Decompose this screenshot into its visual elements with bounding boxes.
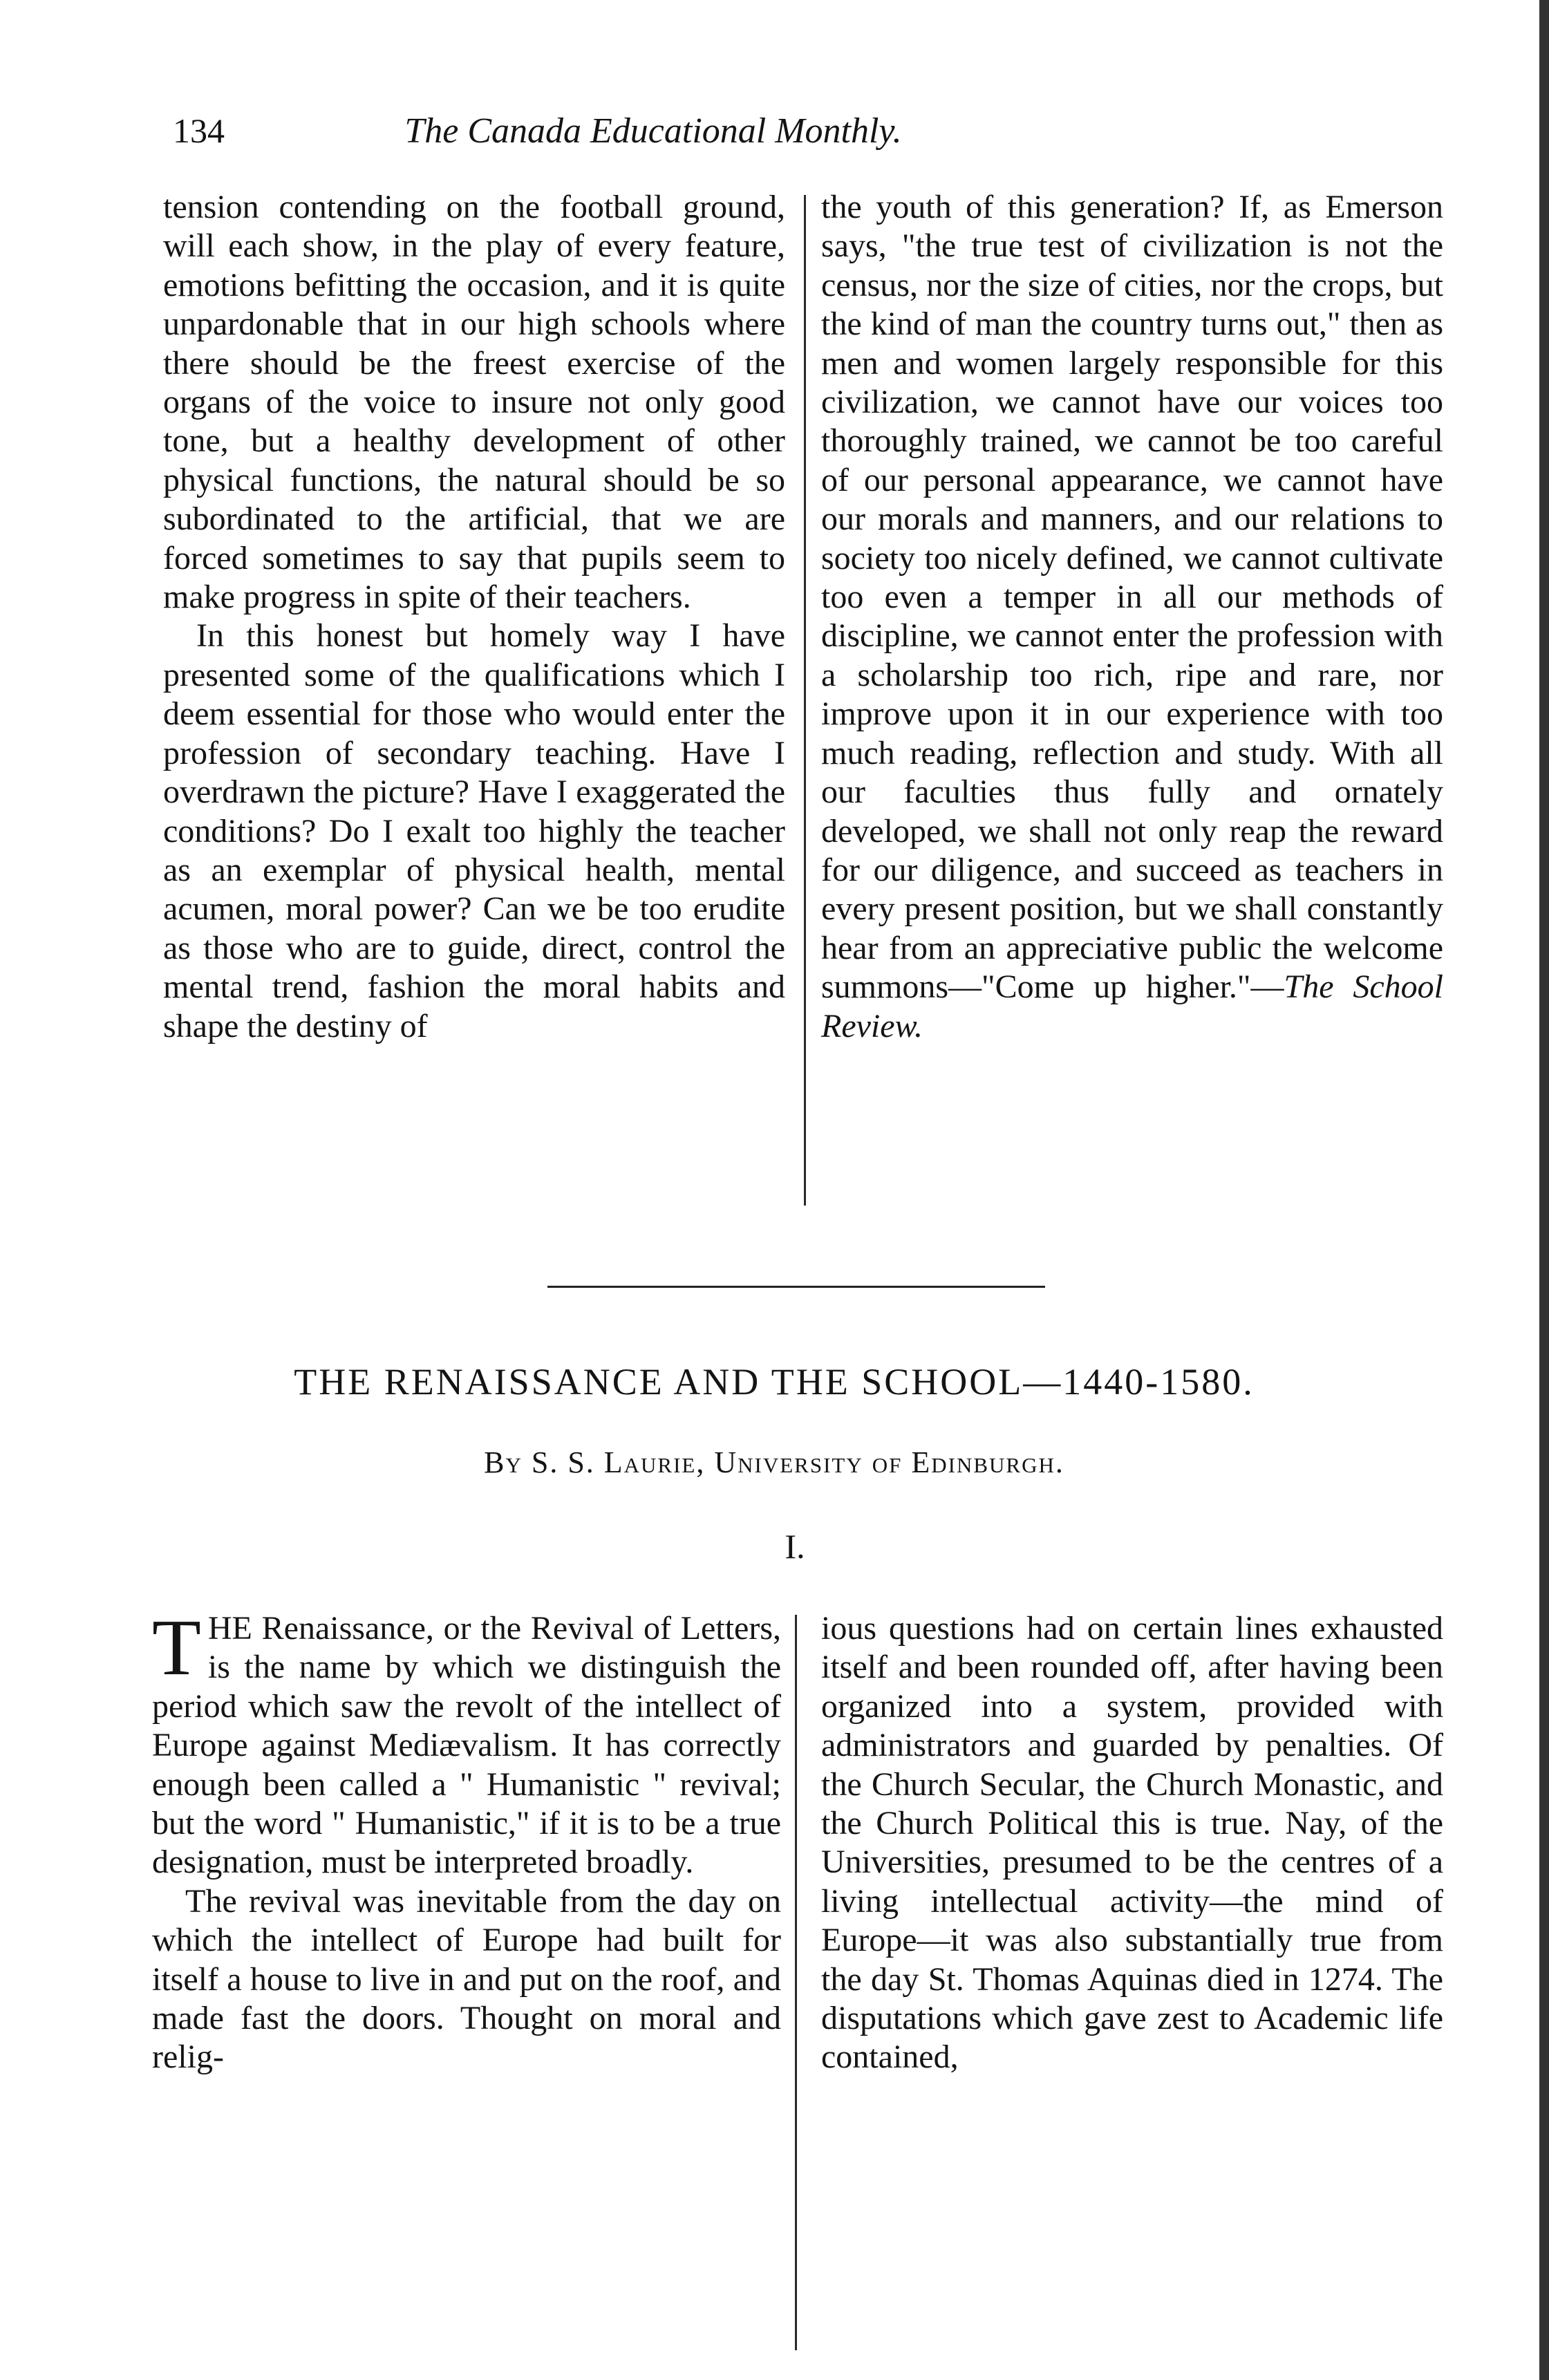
article-byline: By S. S. Laurie, University of Edinburgh. bbox=[484, 1445, 1064, 1479]
continuation-paragraph-3 bbox=[821, 188, 1443, 1046]
section-number: I. bbox=[785, 1527, 805, 1566]
continuation-paragraph-2: In this honest but homely way I have presented some of the qualifications which I deem essential for those who would enter the profession of secondary teaching. Have I overdrawn the picture? Have I exaggerated the conditions? Do I exalt too highly the teacher as an exemplar of physical health, mental acumen, moral power? Can we be too erudite as those who are to guide, direct, control the mental trend, fashion the moral habits and shape the destiny of bbox=[163, 617, 785, 1044]
continuation-right-text: the youth of this generation? If, as Emerson says, "the true test of civilization is not the census, nor the size of cities, nor the crops, but the kind of man the country turns out," then as men and women largely responsible for this civilization, we cannot have our voices too thoroughly trained, we cannot be too careful of our personal appearance, we cannot have our morals and manners, and our relations to society too nicely defined, we cannot cultivate too even a temper in all our methods of discipline, we cannot enter the profession with a scholarship too rich, ripe and rare, nor improve upon it in our experience with too much reading, reflection and study. With all our faculties thus fully and ornately developed, we shall not only reap the reward for our diligence, and succeed as teachers in every present position, but we shall constantly hear from an appreciative public the welcome summons—"Come up higher."— bbox=[821, 189, 1443, 1006]
article-paragraph-1-text: HE Renaissance, or the Revival of Letters, is the name by which we distinguish the period which saw the revolt of the intellect of Europe against Mediævalism. It has correctly enough been called a " Humanistic " revival; but the word " Humanistic," if it is to be a true designation, must be interpreted broadly. bbox=[152, 1610, 781, 1881]
journal-title: The Canada Educational Monthly. bbox=[404, 111, 902, 151]
article-right-column bbox=[821, 1609, 1443, 2077]
section-separator-rule bbox=[547, 1286, 1045, 1288]
continuation-paragraph-1: tension contending on the football ground, will each show, in the play of every feature, emotions befitting the occasion, and it is quite unpardonable that in our high schools where there should be the freest exercise of the organs of the voice to insure not only good tone, but a healthy development of other physical functions, the natural should be so subordinated to the artificial, that we are forced sometimes to say that pupils seem to make progress in spite of their teachers. bbox=[163, 189, 785, 616]
article-left-column bbox=[152, 1604, 781, 2077]
column-divider bbox=[795, 1615, 797, 2350]
continuation-left-column bbox=[163, 188, 785, 1046]
running-head bbox=[159, 111, 1147, 166]
scan-border-edge bbox=[1539, 0, 1549, 2380]
source-citation: The School Review. bbox=[821, 968, 1444, 1044]
article-paragraph-2: The revival was inevitable from the day on which the intellect of Europe had built for itself a house to live in and put on the roof, and made fast the doors. Thought on moral and relig- bbox=[152, 1882, 781, 2076]
drop-cap: T bbox=[152, 1604, 201, 1692]
page-number: 134 bbox=[173, 111, 225, 150]
column-divider bbox=[804, 195, 806, 1206]
article-paragraph-1 bbox=[152, 1604, 781, 1882]
article-paragraph-3: ious questions had on certain lines exhausted itself and been rounded off, after having been organized into a system, provided with administrators and guarded by penalties. Of the Church Secular, the Church Monastic, and the Church Political this is true. Nay, of the Universities, presumed to be the centres of a living intellectual activity—the mind of Europe—it was also substantially true from the day St. Thomas Aquinas died in 1274. The disputations which gave zest to Academic life contained, bbox=[821, 1610, 1443, 2076]
continuation-right-column bbox=[821, 188, 1443, 1046]
article-title: THE RENAISSANCE AND THE SCHOOL—1440-1580. bbox=[294, 1361, 1255, 1403]
